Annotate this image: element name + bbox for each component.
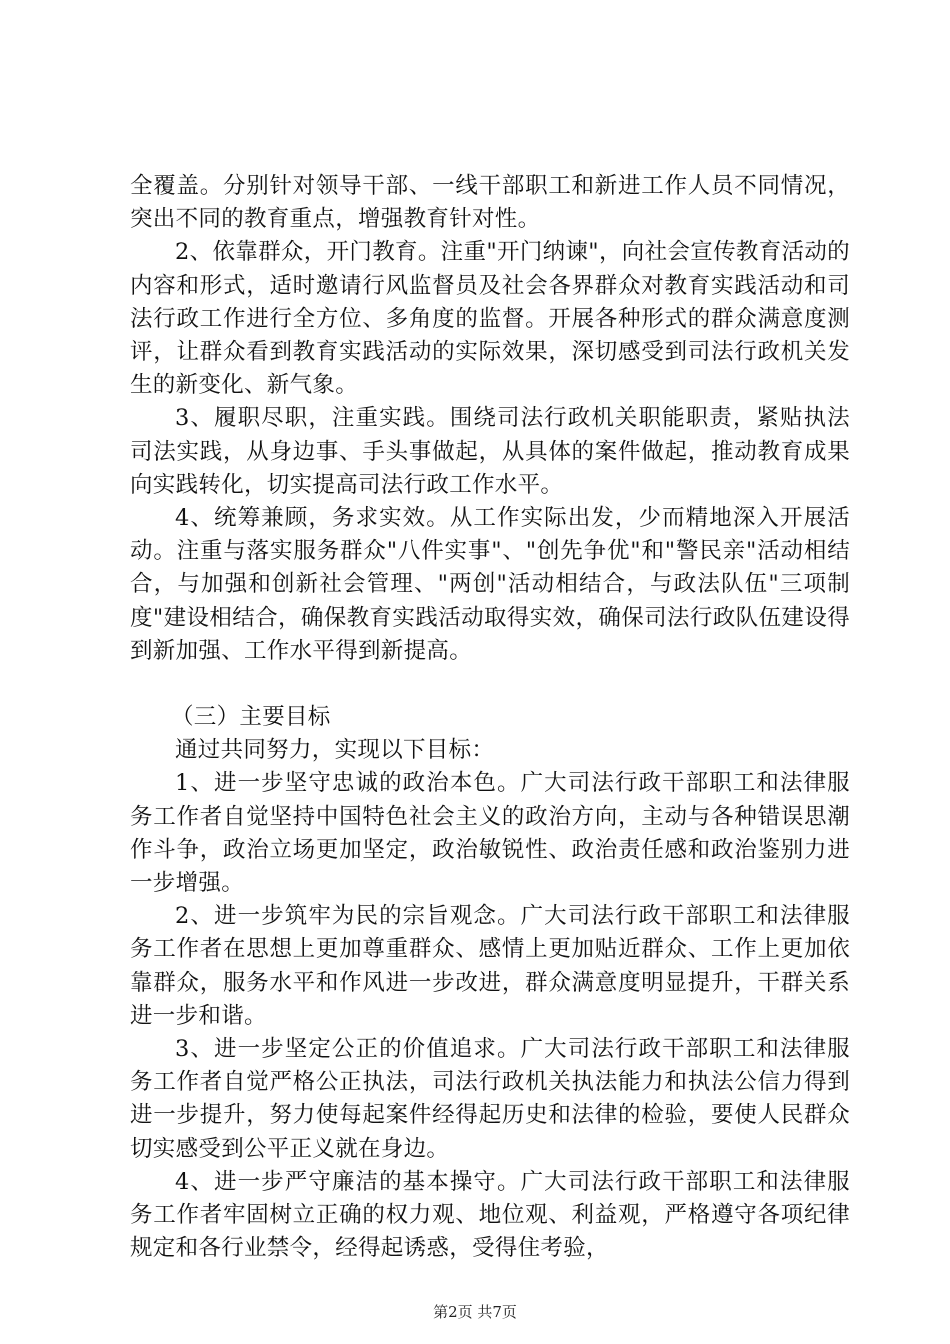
document-body (130, 170, 850, 1266)
paragraph-intro: 通过共同努力，实现以下目标： (175, 737, 495, 764)
paragraph-goal-3: 3、进一步坚定公正的价值追求。广大司法行政干部职工和法律服务工作者自觉严格公正执法，司法行政机关执法能力和执法公信力得到进一步提升，努力使每起案件经得起历史和法律的检验，要使人民群众切实感受到公平正义就在身边。 (130, 1036, 850, 1162)
page-footer: 第2页 共7页 (433, 1303, 517, 1321)
paragraph-item-4: 4、统筹兼顾，务求实效。从工作实际出发，少而精地深入开展活动。注重与落实服务群众"八件实事"、"创先争优"和"警民亲"活动相结合，与加强和创新社会管理、"两创"活动相结合，与政法队伍"三项制度"建设相结合，确保教育实践活动取得实效，确保司法行政队伍建设得到新加强、工作水平得到新提高。 (130, 505, 850, 664)
section-spacer (130, 668, 850, 701)
section-heading: （三）主要目标 (171, 704, 331, 731)
paragraph-goal-1: 1、进一步坚守忠诚的政治本色。广大司法行政干部职工和法律服务工作者自觉坚持中国特色社会主义的政治方向，主动与各种错误思潮作斗争，政治立场更加坚定，政治敏锐性、政治责任感和政治鉴别力进一步增强。 (130, 770, 850, 897)
paragraph-item-2: 2、依靠群众，开门教育。注重"开门纳谏"，向社会宣传教育活动的内容和形式，适时邀请行风监督员及社会各界群众对教育实践活动和司法行政工作进行全方位、多角度的监督。开展各种形式的群众满意度测评，让群众看到教育实践活动的实际效果，深切感受到司法行政机关发生的新变化、新气象。 (130, 239, 850, 399)
paragraph-goal-4: 4、进一步严守廉洁的基本操守。广大司法行政干部职工和法律服务工作者牢固树立正确的权力观、地位观、利益观，严格遵守各项纪律规定和各行业禁令，经得起诱惑，受得住考验， (130, 1168, 850, 1262)
paragraph-item-3: 3、履职尽职，注重实践。围绕司法行政机关职能职责，紧贴执法司法实践，从身边事、手头事做起，从具体的案件做起，推动教育成果向实践转化，切实提高司法行政工作水平。 (130, 405, 850, 498)
paragraph-continuation: 全覆盖。分别针对领导干部、一线干部职工和新进工作人员不同情况，突出不同的教育重点，增强教育针对性。 (130, 173, 850, 233)
paragraph-goal-2: 2、进一步筑牢为民的宗旨观念。广大司法行政干部职工和法律服务工作者在思想上更加尊重群众、感情上更加贴近群众、工作上更加依靠群众，服务水平和作风进一步改进，群众满意度明显提升，干群关系进一步和谐。 (130, 903, 850, 1029)
